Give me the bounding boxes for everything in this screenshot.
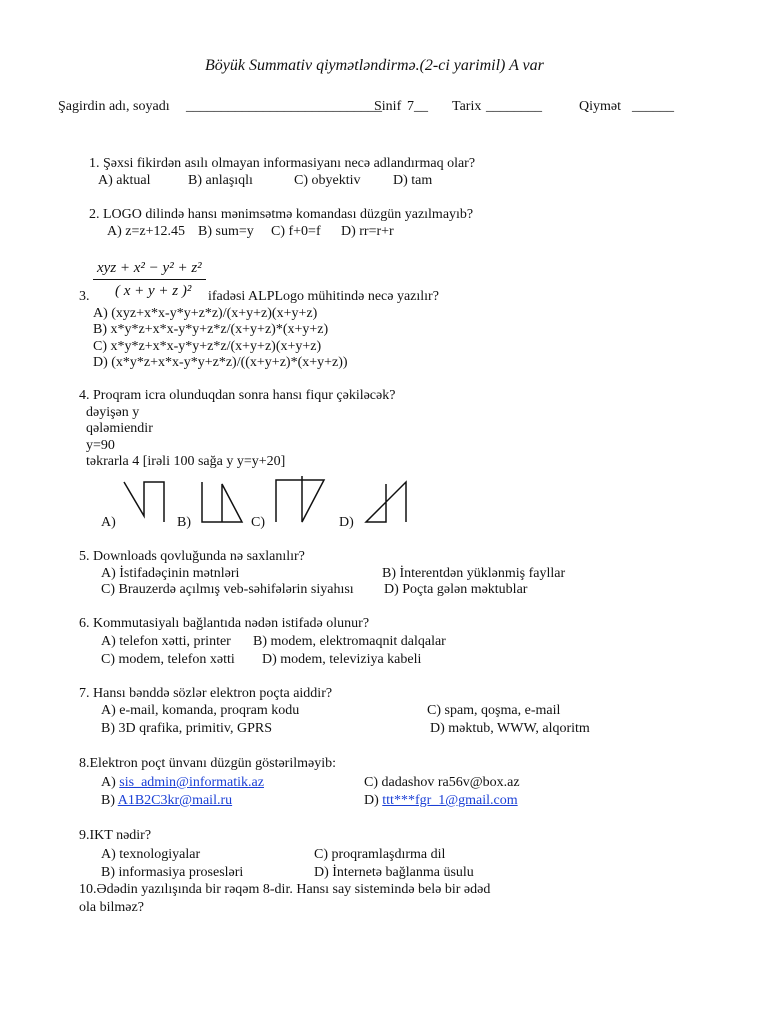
- q5-option-a: A) İstifadəçinin mətnləri: [101, 566, 240, 581]
- q9-option-d: D) İnternetə bağlanma üsulu: [314, 865, 474, 880]
- grade-label: Qiymət: [579, 99, 621, 114]
- q4-figure-a: [120, 478, 170, 526]
- q3-option-d: D) (x*y*z+x*x-y*y+z*z)/((x+y+z)*(x+y+z)): [93, 355, 348, 370]
- grade-blank: ______: [632, 99, 674, 114]
- q1-option-c: C) obyektiv: [294, 173, 361, 188]
- q1-option-d: D) tam: [393, 173, 433, 188]
- q8-option-a-link[interactable]: sis_admin@informatik.az: [119, 775, 264, 790]
- q4-code-line: y=90: [86, 438, 115, 453]
- question-2: 2. LOGO dilində hansı mənimsətmə komandası düzgün yazılmayıb?: [89, 207, 474, 222]
- q6-option-d: D) modem, televiziya kabeli: [262, 652, 422, 667]
- question-3: ifadəsi ALPLogo mühitində necə yazılır?: [208, 289, 439, 304]
- question-1: 1. Şəxsi fikirdən asılı olmayan informasiyanı necə adlandırmaq olar?: [89, 156, 476, 171]
- q8-option-a: [101, 775, 264, 791]
- q4-code-line: təkrarla 4 [irəli 100 sağa y y=y+20]: [86, 454, 286, 469]
- q7-option-d: D) məktub, WWW, alqoritm: [430, 721, 590, 736]
- q9-option-c: C) proqramlaşdırma dil: [314, 847, 446, 862]
- q5-option-c: C) Brauzerdə açılmış veb-səhifələrin siyahısı: [101, 582, 354, 597]
- question-9: 9.IKT nədir?: [79, 828, 152, 843]
- q8-option-b-link[interactable]: A1B2C3kr@mail.ru: [117, 793, 233, 808]
- question-6: 6. Kommutasiyalı bağlantıda nədən istifadə olunur?: [79, 616, 370, 631]
- q7-option-c: C) spam, qoşma, e-mail: [427, 703, 561, 718]
- q4-figure-b: [196, 478, 246, 526]
- q4-option-a: A): [101, 515, 116, 530]
- date-blank: ________: [486, 99, 542, 114]
- q3-option-c: C) x*y*z+x*x-y*y+z*z/(x+y+z)(x+y+z): [93, 339, 322, 354]
- question-7: 7. Hansı bənddə sözlər elektron poçta aiddir?: [79, 686, 333, 701]
- question-10-line-2: ola bilməz?: [79, 900, 144, 915]
- q8-option-d: [364, 793, 518, 809]
- q4-figure-c: [270, 472, 330, 528]
- q4-figure-d: [360, 478, 412, 526]
- q7-option-b: B) 3D qrafika, primitiv, GPRS: [101, 721, 272, 736]
- q7-option-a: A) e-mail, komanda, proqram kodu: [101, 703, 300, 718]
- q1-option-b: B) anlaşıqlı: [188, 173, 253, 188]
- q3-formula-denominator: ( x + y + z )²: [115, 283, 192, 299]
- q8-option-c: C) dadashov ra56v@box.az: [364, 775, 520, 790]
- q4-option-d: D): [339, 515, 354, 530]
- q3-option-b: B) x*y*z+x*x-y*y+z*z/(x+y+z)*(x+y+z): [93, 322, 329, 337]
- question-4: 4. Proqram icra olunduqdan sonra hansı fiqur çəkiləcək?: [79, 388, 396, 403]
- q4-option-b: B): [177, 515, 191, 530]
- q8-option-d-label: D): [364, 793, 383, 808]
- q5-option-d: D) Poçta gələn məktublar: [384, 582, 528, 597]
- q9-option-a: A) texnologiyalar: [101, 847, 201, 862]
- q8-option-b: [101, 793, 232, 809]
- page-title: Böyük Summativ qiymətləndirmə.(2-ci yarimil) A var: [205, 57, 544, 74]
- q2-option-b: B) sum=y: [198, 224, 254, 239]
- q6-option-b: B) modem, elektromaqnit dalqalar: [253, 634, 446, 649]
- q3-formula-numerator: xyz + x² − y² + z²: [97, 260, 202, 276]
- q4-code-line: qələmiendir: [86, 421, 153, 436]
- q2-option-a: A) z=z+12.45: [107, 224, 185, 239]
- date-label: Tarix: [452, 99, 482, 114]
- student-name-label: Şagirdin adı, soyadı: [58, 99, 170, 114]
- q3-option-a: A) (xyz+x*x-y*y+z*z)/(x+y+z)(x+y+z): [93, 306, 318, 321]
- q2-option-d: D) rr=r+r: [341, 224, 394, 239]
- q4-code-line: dəyişən y: [86, 405, 140, 420]
- q5-option-b: B) İnterentdən yüklənmiş fayllar: [382, 566, 566, 581]
- q8-option-b-label: B): [101, 793, 118, 808]
- q4-option-c: C): [251, 515, 265, 530]
- q2-option-c: C) f+0=f: [271, 224, 321, 239]
- student-name-blank: ____________________________: [186, 99, 382, 114]
- question-5: 5. Downloads qovluğunda nə saxlanılır?: [79, 549, 305, 564]
- q8-option-a-label: A): [101, 775, 120, 790]
- q3-number: 3.: [79, 289, 90, 304]
- class-label: Sinif: [374, 99, 402, 114]
- q3-fraction-bar: [93, 279, 206, 280]
- question-10-line-1: 10.Ədədin yazılışında bir rəqəm 8-dir. Hansı say sistemində belə bir ədəd: [79, 882, 491, 897]
- class-value: 7__: [407, 99, 428, 114]
- q1-option-a: A) aktual: [98, 173, 151, 188]
- q8-option-d-link[interactable]: ttt***fgr_1@gmail.com: [382, 793, 518, 808]
- q6-option-a: A) telefon xətti, printer: [101, 634, 231, 649]
- q6-option-c: C) modem, telefon xətti: [101, 652, 235, 667]
- question-8: 8.Elektron poçt ünvanı düzgün göstərilməyib:: [79, 756, 337, 771]
- q9-option-b: B) informasiya prosesləri: [101, 865, 244, 880]
